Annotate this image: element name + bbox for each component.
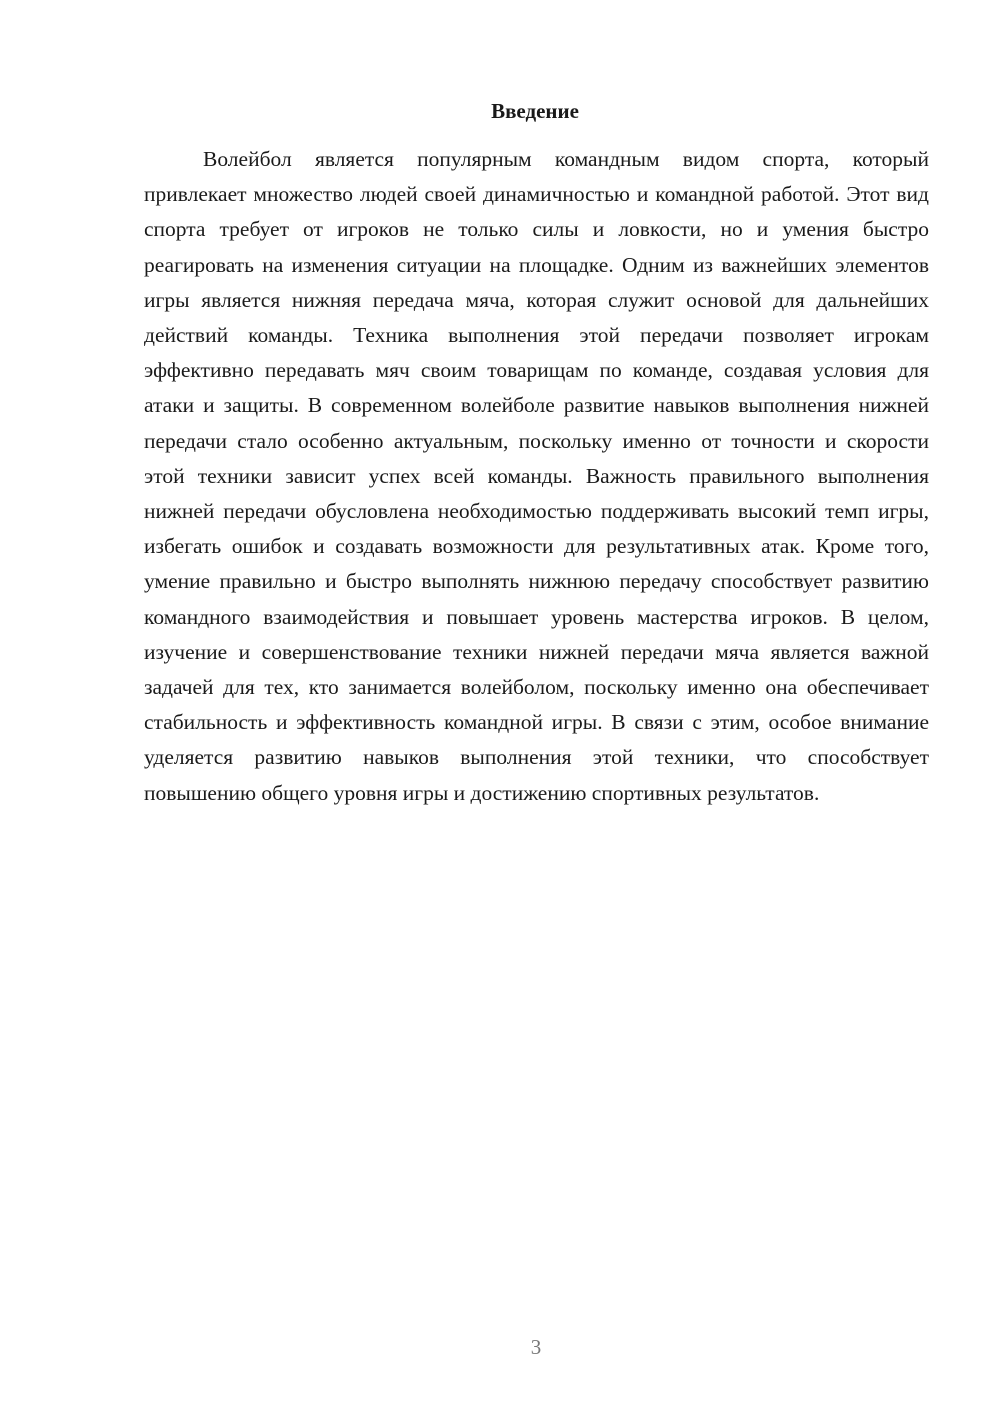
body-paragraph: Волейбол является популярным командным видом спорта, который привлекает множество людей своей динамичностью и командной работой. Этот вид спорта требует от игроков не только силы и ловкости, но и умения быстро реагировать на изменения ситуации на площадке. Одним из важнейших элементов игры является нижняя передача мяча, которая служит основой для дальнейших действий команды. Техника выполнения этой передачи позволяет игрокам эффективно передавать мяч своим товарищам по команде, создавая условия для атаки и защиты. В современном волейболе развитие навыков выполнения нижней передачи стало особенно актуальным, поскольку именно от точности и скорости этой техники зависит успех всей команды. Важность правильного выполнения нижней передачи обусловлена необходимостью поддерживать высокий темп игры, избегать ошибок и создавать возможности для результативных атак. Кроме того, умение правильно и быстро выполнять нижнюю передачу способствует развитию командного взаимодействия и повышает уровень мастерства игроков. В целом, изучение и совершенствование техники нижней передачи мяча является важной задачей для тех, кто занимается волейболом, поскольку именно она обеспечивает стабильность и эффективность командной игры. В связи с этим, особое внимание уделяется развитию навыков выполнения этой техники, что способствует повышению общего уровня игры и достижению спортивных результатов. xyxy=(144,147,929,805)
section-heading: Введение xyxy=(491,99,579,123)
page-number: 3 xyxy=(530,1335,542,1359)
